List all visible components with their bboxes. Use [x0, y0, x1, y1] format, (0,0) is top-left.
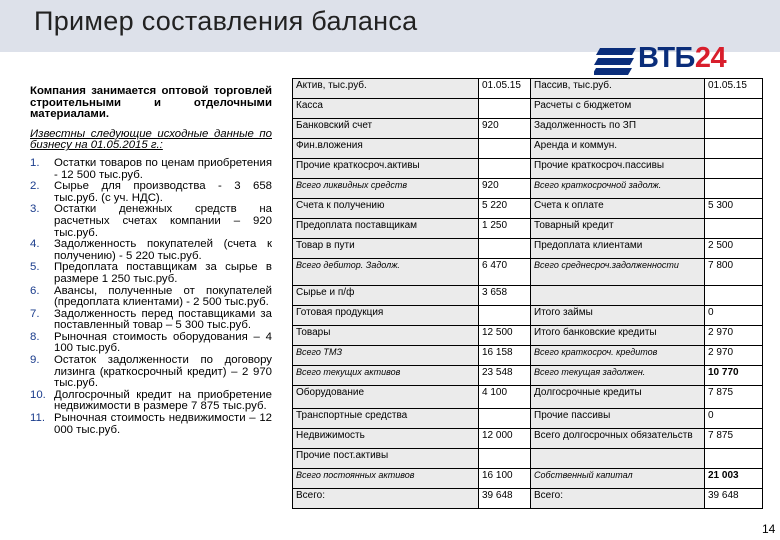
- list-item-text: Сырье для производства - 3 658 тыс.руб. (с уч. НДС).: [54, 180, 272, 204]
- list-item-text: Рыночная стоимость недвижимости – 12 000 тыс.руб.: [54, 412, 272, 436]
- list-item: [30, 390, 272, 413]
- table-cell: Всего дебитор. Задолж.: [293, 259, 479, 286]
- table-cell: Прочие пассивы: [531, 409, 705, 429]
- page-number: 14: [762, 522, 776, 536]
- table-row: [293, 449, 763, 469]
- table-cell: 920: [479, 179, 531, 199]
- table-row: [293, 366, 763, 386]
- table-row: [293, 286, 763, 306]
- table-cell: Недвижимость: [293, 429, 479, 449]
- table-row: [293, 489, 763, 509]
- list-item-number: 4.: [30, 238, 40, 251]
- list-item-text: Предоплата поставщикам за сырье в размере 1 250 тыс.руб.: [54, 261, 272, 285]
- table-cell: Прочие краткосроч.активы: [293, 159, 479, 179]
- table-cell: 7 800: [705, 259, 763, 286]
- table-cell: Прочие пост.активы: [293, 449, 479, 469]
- table-cell: [705, 159, 763, 179]
- table-cell: [479, 409, 531, 429]
- table-row: [293, 326, 763, 346]
- table-cell: Итого займы: [531, 306, 705, 326]
- list-item-text: Авансы, полученные от покупателей (предоплата клиентами) - 2 500 тыс.руб.: [54, 284, 272, 309]
- table-cell: [705, 449, 763, 469]
- list-item: [30, 332, 272, 355]
- table-cell: Всего ТМЗ: [293, 346, 479, 366]
- table-cell: 1 250: [479, 219, 531, 239]
- table-cell: 12 500: [479, 326, 531, 346]
- list-item-number: 10.: [30, 388, 46, 401]
- table-row: [293, 199, 763, 219]
- table-cell: Касса: [293, 99, 479, 119]
- balance-sheet-table: [292, 78, 763, 509]
- table-cell: Всего:: [293, 489, 479, 509]
- table-cell: 21 003: [705, 469, 763, 489]
- list-item: [30, 204, 272, 239]
- table-cell: Товар в пути: [293, 239, 479, 259]
- table-cell: 920: [479, 119, 531, 139]
- table-cell: Расчеты с бюджетом: [531, 99, 705, 119]
- list-item-number: 9.: [30, 354, 40, 367]
- table-cell: 7 875: [705, 429, 763, 449]
- table-cell: Итого банковские кредиты: [531, 326, 705, 346]
- table-cell: [705, 119, 763, 139]
- table-cell: 4 100: [479, 386, 531, 409]
- list-item: [30, 413, 272, 436]
- table-row: [293, 259, 763, 286]
- table-cell: Аренда и коммун.: [531, 139, 705, 159]
- table-cell: [479, 159, 531, 179]
- table-cell: Счета к получению: [293, 199, 479, 219]
- table-cell: Счета к оплате: [531, 199, 705, 219]
- table-cell: [705, 219, 763, 239]
- table-cell: Собственный капитал: [531, 469, 705, 489]
- list-item-number: 1.: [30, 156, 40, 169]
- table-row: [293, 99, 763, 119]
- table-cell: Банковский счет: [293, 119, 479, 139]
- table-cell: [705, 286, 763, 306]
- table-cell: Предоплата поставщикам: [293, 219, 479, 239]
- table-cell: Задолженность по ЗП: [531, 119, 705, 139]
- table-row: [293, 306, 763, 326]
- list-item-number: 7.: [30, 307, 40, 320]
- list-item-number: 8.: [30, 330, 40, 343]
- table-cell: Всего долгосрочных обязательств: [531, 429, 705, 449]
- intro-text: Компания занимается оптовой торговлей строительными и отделочными материалами.: [30, 85, 272, 121]
- task-description: [30, 86, 272, 436]
- table-cell: Всего среднесроч.задолженности: [531, 259, 705, 286]
- table-cell: [705, 99, 763, 119]
- table-cell: 39 648: [479, 489, 531, 509]
- table-cell: [479, 239, 531, 259]
- table-cell: 0: [705, 409, 763, 429]
- list-item-number: 5.: [30, 261, 40, 274]
- table-row: [293, 79, 763, 99]
- table-row: [293, 159, 763, 179]
- table-cell: [479, 306, 531, 326]
- table-row: [293, 469, 763, 489]
- table-cell: Предоплата клиентами: [531, 239, 705, 259]
- table-cell: 6 470: [479, 259, 531, 286]
- table-cell: Всего текущая задолжен.: [531, 366, 705, 386]
- table-cell: 2 970: [705, 326, 763, 346]
- logo-wordmark: ВТБ24: [638, 42, 727, 74]
- table-cell: [531, 449, 705, 469]
- table-row: [293, 386, 763, 409]
- list-item: [30, 309, 272, 332]
- list-item: [30, 262, 272, 285]
- table-cell: [479, 139, 531, 159]
- vtb-emblem-icon: [594, 48, 636, 76]
- table-cell: 16 100: [479, 469, 531, 489]
- page-title: Пример составления баланса: [34, 6, 418, 36]
- table-cell: Прочие краткосроч.пассивы: [531, 159, 705, 179]
- table-row: [293, 429, 763, 449]
- table-cell: 10 770: [705, 366, 763, 386]
- table-cell: 7 875: [705, 386, 763, 409]
- table-row: [293, 119, 763, 139]
- table-header-cell: 01.05.15: [705, 79, 763, 99]
- known-data-heading: Известны следующие исходные данные по бизнесу на 01.05.2015 г.:: [30, 127, 272, 152]
- table-row: [293, 139, 763, 159]
- table-row: [293, 179, 763, 199]
- table-cell: 39 648: [705, 489, 763, 509]
- table-cell: Фин.вложения: [293, 139, 479, 159]
- table-cell: 12 000: [479, 429, 531, 449]
- table-cell: Товарный кредит: [531, 219, 705, 239]
- table-cell: [705, 179, 763, 199]
- table-cell: Готовая продукция: [293, 306, 479, 326]
- table-cell: Транспортные средства: [293, 409, 479, 429]
- list-item-text: Остаток задолженности по договору лизинга (краткосрочный кредит) – 2 970 тыс.руб.: [54, 354, 272, 390]
- table-cell: 23 548: [479, 366, 531, 386]
- table-row: [293, 239, 763, 259]
- table-cell: Всего текущих активов: [293, 366, 479, 386]
- table-row: [293, 219, 763, 239]
- list-item: [30, 355, 272, 390]
- table-header-cell: 01.05.15: [479, 79, 531, 99]
- table-cell: [479, 99, 531, 119]
- list-item-number: 6.: [30, 284, 40, 297]
- table-cell: [531, 286, 705, 306]
- source-data-list: [30, 158, 272, 436]
- table-cell: 0: [705, 306, 763, 326]
- list-item-number: 3.: [30, 203, 40, 216]
- list-item: [30, 286, 272, 309]
- table-cell: Всего краткосроч. кредитов: [531, 346, 705, 366]
- table-cell: Сырье и п/ф: [293, 286, 479, 306]
- list-item: [30, 239, 272, 262]
- table-cell: 5 220: [479, 199, 531, 219]
- table-cell: Всего краткосрочной задолж.: [531, 179, 705, 199]
- table-cell: Оборудование: [293, 386, 479, 409]
- table-row: [293, 409, 763, 429]
- table-header-cell: Пассив, тыс.руб.: [531, 79, 705, 99]
- table-cell: Всего постоянных активов: [293, 469, 479, 489]
- list-item: [30, 181, 272, 204]
- table-cell: [479, 449, 531, 469]
- table-cell: Долгосрочные кредиты: [531, 386, 705, 409]
- table-header-cell: Актив, тыс.руб.: [293, 79, 479, 99]
- table-cell: 3 658: [479, 286, 531, 306]
- table-cell: Всего:: [531, 489, 705, 509]
- table-row: [293, 346, 763, 366]
- table-cell: 5 300: [705, 199, 763, 219]
- table-cell: Товары: [293, 326, 479, 346]
- list-item-text: Задолженность покупателей (счета к получению) - 5 220 тыс.руб.: [54, 238, 272, 262]
- list-item-text: Долгосрочный кредит на приобретение недвижимости в размере 7 875 тыс.руб.: [54, 388, 272, 413]
- table-cell: 16 158: [479, 346, 531, 366]
- list-item-text: Остатки денежных средств на расчетных счетах компании – 920 тыс.руб.: [54, 203, 272, 239]
- list-item: [30, 158, 272, 181]
- table-cell: [705, 139, 763, 159]
- table-cell: Всего ликвидных средств: [293, 179, 479, 199]
- list-item-text: Остатки товаров по ценам приобретения - 12 500 тыс.руб.: [54, 156, 272, 181]
- table-cell: 2 970: [705, 346, 763, 366]
- list-item-number: 2.: [30, 180, 40, 193]
- list-item-text: Задолженность перед поставщиками за поставленный товар – 5 300 тыс.руб.: [54, 307, 272, 332]
- list-item-number: 11.: [30, 412, 45, 425]
- list-item-text: Рыночная стоимость оборудования – 4 100 тыс.руб.: [54, 330, 272, 355]
- vtb24-logo: [594, 40, 754, 80]
- table-cell: 2 500: [705, 239, 763, 259]
